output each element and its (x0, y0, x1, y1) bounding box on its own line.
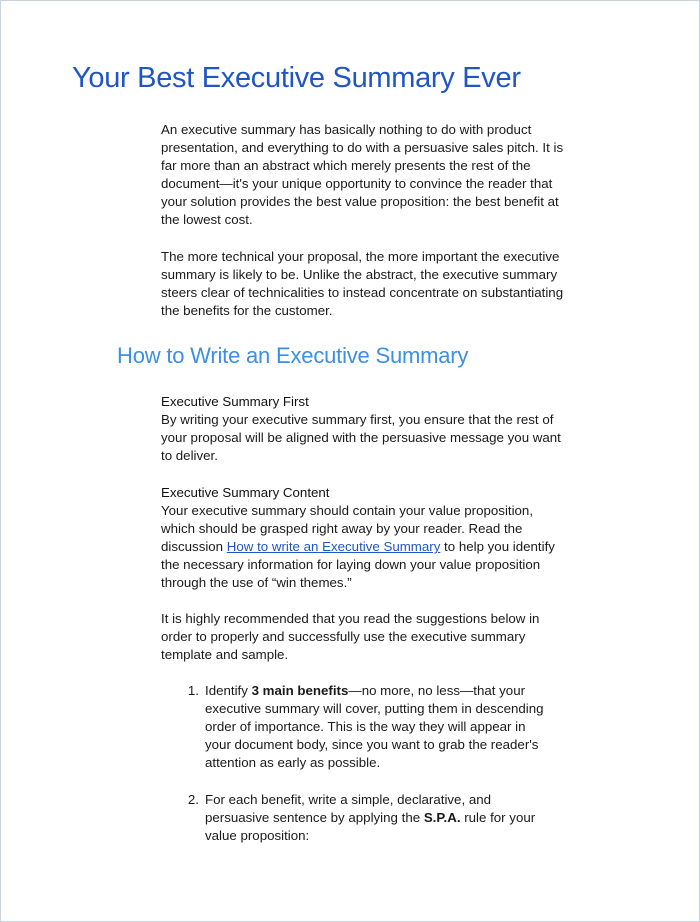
list-text (205, 682, 553, 772)
list-text-after: —no more, no less—that your executive summary will cover, putting them in descending order of importance. This is the way they will appear in your document body, since you want to grab the reader's attention as early as possible. (205, 683, 544, 771)
list-text-before: Identify (205, 683, 252, 698)
list-text (205, 791, 553, 845)
list-text-after: rule for your value proposition: (205, 810, 536, 844)
intro-paragraph-2: The more technical your proposal, the more important the executive summary is likely to be. Unlike the abstract, the executive summary steers clear of technicalities to instead concentrate on substantiating the benefits for the customer. (161, 249, 564, 319)
first-text: By writing your executive summary first, you ensure that the rest of your proposal will be aligned with the persuasive message you want to deliver. (161, 412, 561, 464)
executive-summary-link[interactable]: How to write an Executive Summary (226, 539, 441, 555)
list-emphasis: S.P.A. (423, 810, 461, 826)
content-text-before: Your executive summary should contain your value proposition, which should be grasped right away by your reader. Read the discussion (161, 503, 534, 555)
intro-paragraph-1: An executive summary has basically nothing to do with product presentation, and everything to do with a persuasive sales pitch. It is far more than an abstract which merely presents the rest of the document—it's your unique opportunity to convince the reader that your solution provides the best value proposition: the best benefit at the lowest cost. (161, 122, 564, 228)
content-text (161, 502, 566, 592)
list-number: 1. (187, 683, 199, 698)
first-section (161, 393, 566, 465)
section-title: How to Write an Executive Summary (117, 343, 469, 368)
content-text-after: to help you identify the necessary information for laying down your value proposition through the use of “win themes.” (161, 539, 555, 591)
list-text-before: For each benefit, write a simple, declarative, and persuasive sentence by applying the (205, 792, 492, 826)
recommendation-paragraph: It is highly recommended that you read the suggestions below in order to properly and successfully use the executive summary template and sample. (161, 611, 540, 663)
first-heading: Executive Summary First (161, 394, 309, 409)
document-title: Your Best Executive Summary Ever (72, 62, 521, 94)
list-emphasis: 3 main benefits (251, 683, 349, 698)
content-heading: Executive Summary Content (161, 485, 330, 500)
content-section (161, 484, 566, 593)
list-number: 2. (187, 792, 199, 807)
